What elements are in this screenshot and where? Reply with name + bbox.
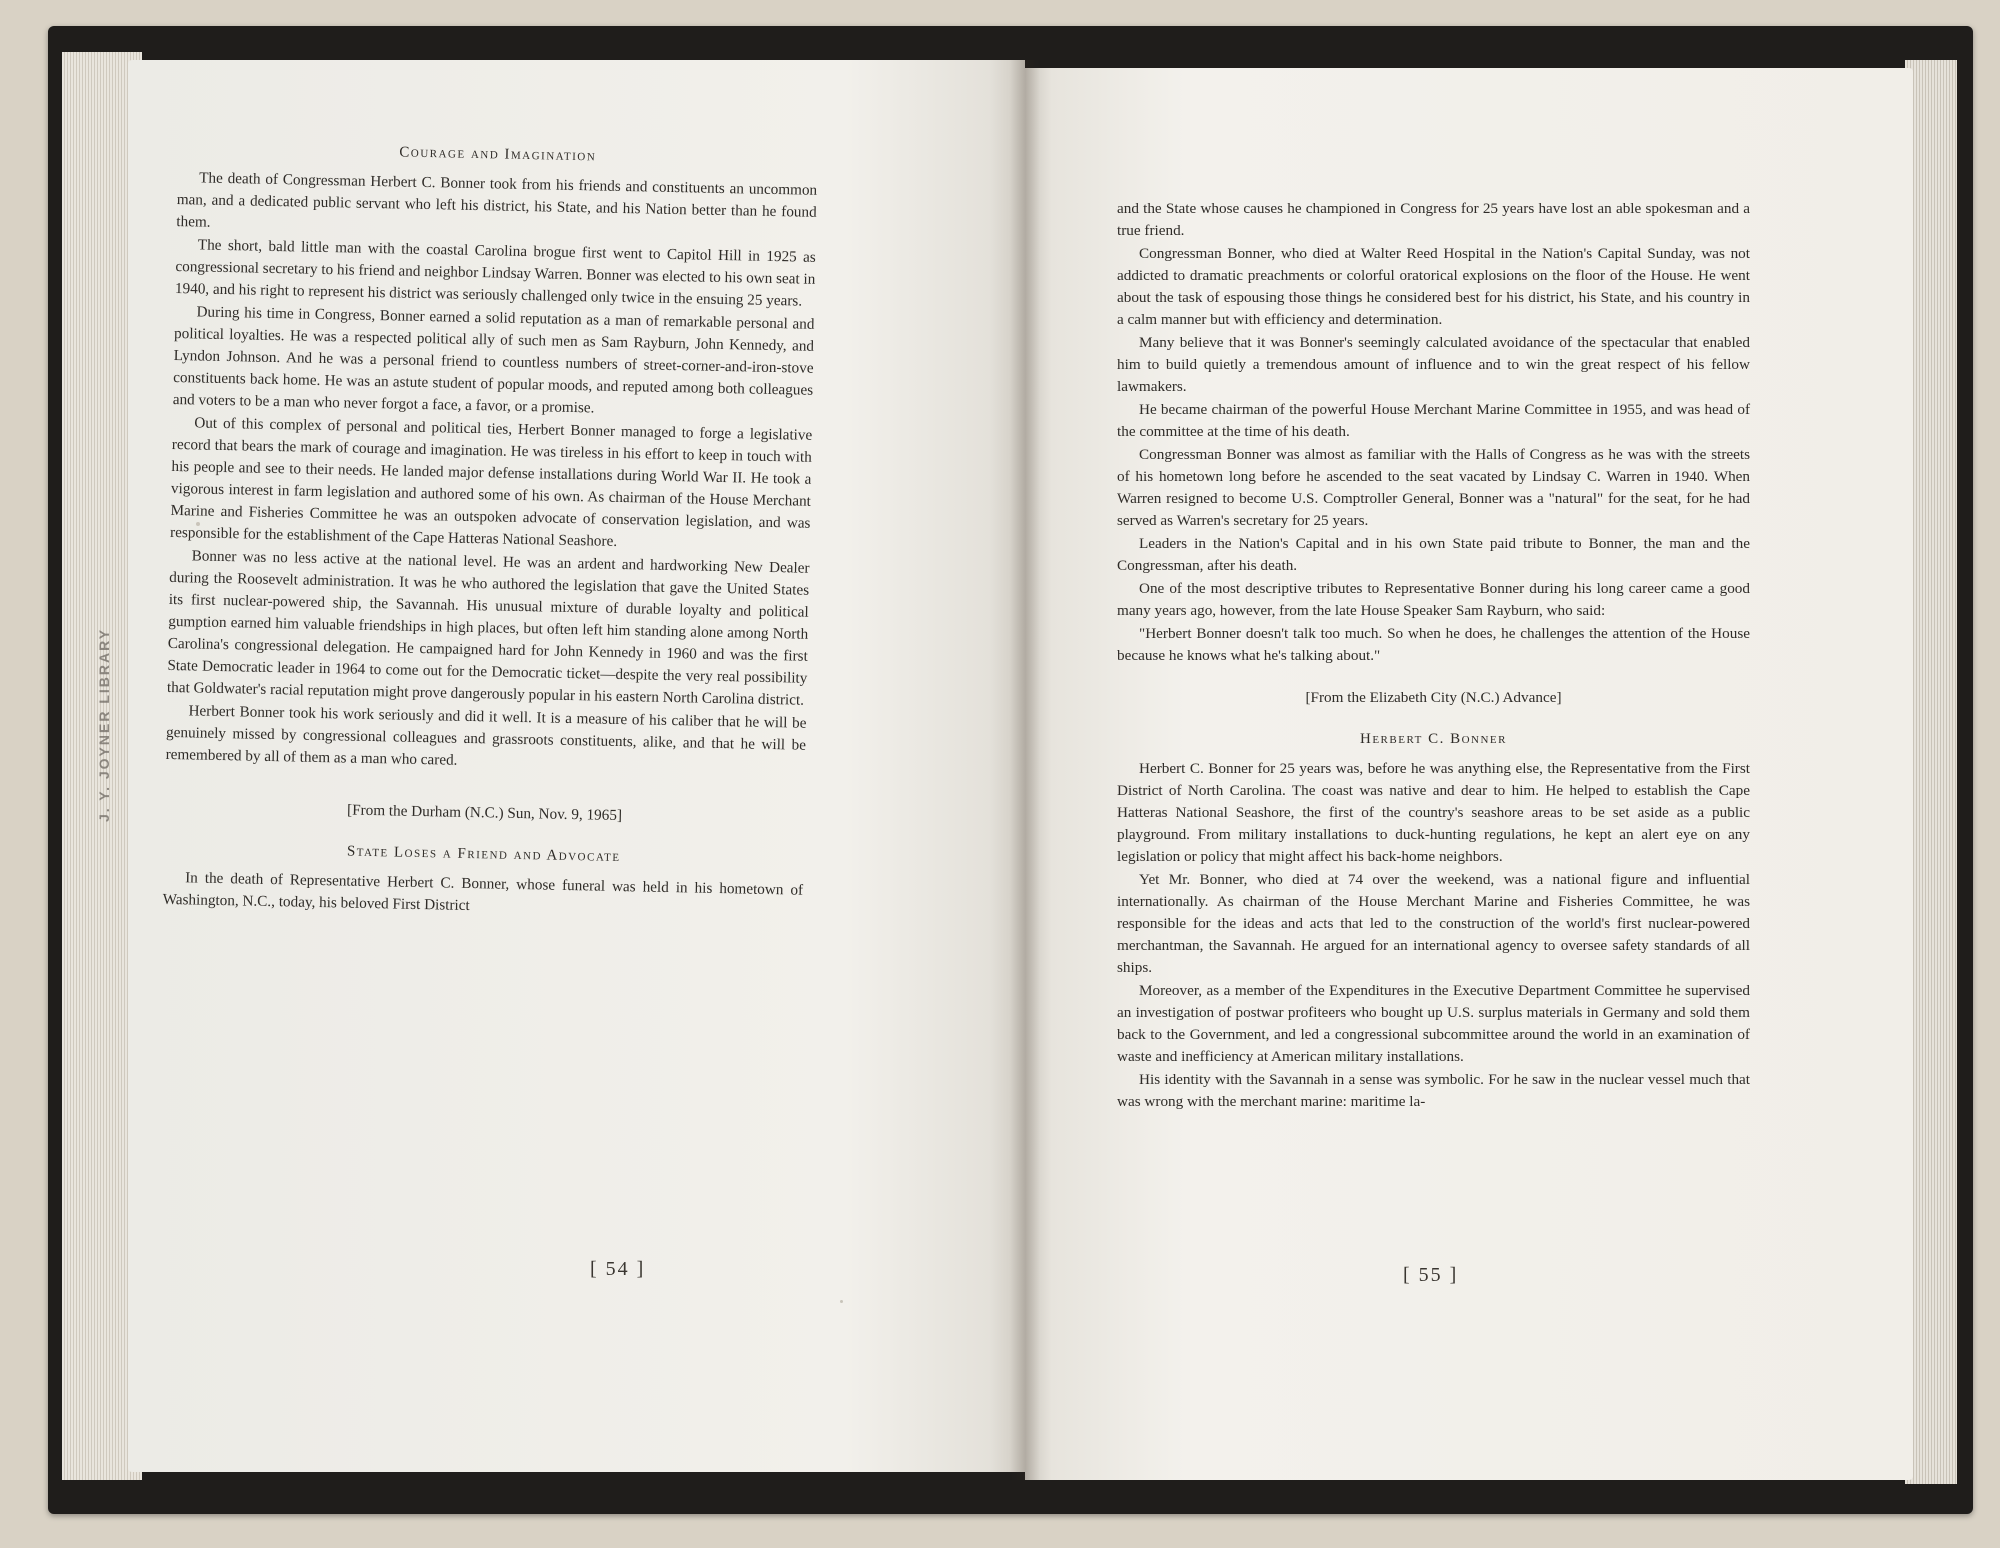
- left-page-text: [163, 140, 818, 925]
- article-heading: Courage and Imagination: [399, 144, 597, 165]
- paper-speck: [840, 1300, 843, 1303]
- paragraph: Congressman Bonner, who died at Walter Reed Hospital in the Nation's Capital Sunday, was not addicted to dramatic preachments or colorful oratorical explosions on the floor of the House. He went about the task of espousing those things he considered best for his district, his State, and his country in a calm manner but with efficiency and determination.: [1117, 245, 1750, 328]
- article-heading: State Loses a Friend and Advocate: [346, 843, 621, 866]
- page-number: [ 55 ]: [1403, 1264, 1459, 1286]
- paragraph: and the State whose causes he championed in Congress for 25 years have lost an able spokesman and a true friend.: [1117, 200, 1750, 239]
- paragraph: Yet Mr. Bonner, who died at 74 over the weekend, was a national figure and influential internationally. As chairman of the House Merchant Marine and Fisheries Committee, he was responsible for the ideas and acts that led to the construction of the world's first nuclear-powered merchantman, the Savannah. He argued for an international agency to oversee safety standards of all ships.: [1117, 871, 1750, 976]
- paragraph: Herbert C. Bonner for 25 years was, before he was anything else, the Representative from the First District of North Carolina. The coast was native and dear to him. He helped to establish the Cape Hatteras National Seashore, the first of the country's seashore areas to be set aside as a public playground. From military installations to duck-hunting regulations, he kept an alert eye on any legislation or policy that might affect his back-home neighbors.: [1117, 760, 1750, 865]
- paragraph: One of the most descriptive tributes to Representative Bonner during his long career came a good many years ago, however, from the late House Speaker Sam Rayburn, who said:: [1117, 580, 1750, 619]
- paragraph: Herbert Bonner took his work seriously and did it well. It is a measure of his caliber that he will be genuinely missed by congressional colleagues and grassroots constituents, alike, and that he will be remembered by all of them as a man who cared.: [165, 702, 807, 769]
- article-heading: Herbert C. Bonner: [1360, 731, 1507, 747]
- paragraph: In the death of Representative Herbert C. Bonner, whose funeral was held in his hometown of Washington, N.C., today, his beloved First District: [162, 869, 804, 915]
- newspaper-source: [From the Durham (N.C.) Sun, Nov. 9, 1965]: [346, 801, 623, 825]
- newspaper-source: [From the Elizabeth City (N.C.) Advance]: [1305, 689, 1562, 706]
- right-page-text: [1117, 198, 1750, 1114]
- paragraph: The death of Congressman Herbert C. Bonner took from his friends and constituents an uncommon man, and a dedicated public servant who left his district, his State, and his Nation better than he found them.: [176, 169, 818, 231]
- paragraph: His identity with the Savannah in a sense was symbolic. For he saw in the nuclear vessel much that was wrong with the merchant marine: maritime la-: [1117, 1071, 1750, 1110]
- library-stamp-text: J. Y. JOYNER LIBRARY: [96, 627, 112, 822]
- page-number: [ 54 ]: [590, 1258, 646, 1280]
- paragraph: Bonner was no less active at the national level. He was an ardent and hardworking New Dealer during the Roosevelt administration. It was he who authored the legislation that gave the United States its first nuclear-powered ship, the Savannah. His unusual mixture of durable loyalty and political gumption earned him valuable friendships in high places, but often left him standing alone among North Carolina's congressional delegation. He campaigned hard for John Kennedy in 1960 and was the first State Democratic leader in 1964 to come out for the Democratic ticket—despite the very real possibility that Goldwater's racial reputation might prove dangerously popular in his eastern North Carolina district.: [166, 547, 810, 709]
- paragraph: Many believe that it was Bonner's seemingly calculated avoidance of the spectacular that enabled him to build quietly a tremendous amount of influence and to win the great respect of his fellow lawmakers.: [1117, 334, 1750, 395]
- paragraph: Leaders in the Nation's Capital and in his own State paid tribute to Bonner, the man and the Congressman, after his death.: [1117, 535, 1750, 574]
- library-stamp: [96, 622, 120, 822]
- paragraph: Out of this complex of personal and political ties, Herbert Bonner managed to forge a legislative record that bears the mark of courage and imagination. He was tireless in his effort to keep in touch with his people and see to their needs. He landed major defense installations during World War II. He took a vigorous interest in farm legislation and authored some of his own. As chairman of the House Merchant Marine and Fisheries Committee he was an outspoken advocate of conservation legislation, and was responsible for the establishment of the Cape Hatteras National Seashore.: [169, 414, 813, 550]
- gutter: [1010, 60, 1040, 1480]
- paragraph: He became chairman of the powerful House Merchant Marine Committee in 1955, and was head of the committee at the time of his death.: [1117, 401, 1750, 440]
- paragraph: Congressman Bonner was almost as familiar with the Halls of Congress as he was with the streets of his hometown long before he ascended to the seat vacated by Lindsay C. Warren in 1940. When Warren resigned to become U.S. Comptroller General, Bonner was a "natural" for the seat, for he had served as Warren's secretary for 25 years.: [1117, 446, 1750, 529]
- paragraph: The short, bald little man with the coastal Carolina brogue first went to Capitol Hill in 1925 as congressional secretary to his friend and neighbor Lindsay Warren. Bonner was elected to his own seat in 1940, and his right to represent his district was seriously challenged only twice in the ensuing 25 years.: [174, 236, 816, 310]
- paragraph: Moreover, as a member of the Expenditures in the Executive Department Committee he supervised an investigation of postwar profiteers who bought up U.S. surplus materials in Germany and sold them back to the Government, and led a congressional subcommittee around the world in an examination of waste and inefficiency at American military installations.: [1117, 982, 1750, 1065]
- paragraph: "Herbert Bonner doesn't talk too much. So when he does, he challenges the attention of the House because he knows what he's talking about.": [1117, 625, 1750, 664]
- paragraph: During his time in Congress, Bonner earned a solid reputation as a man of remarkable personal and political loyalties. He was a respected political ally of such men as Sam Rayburn, John Kennedy, and Lyndon Johnson. And he was a personal friend to countless numbers of street-corner-and-iron-stove constituents back home. He was an astute student of popular moods, and reputed among both colleagues and voters to be a man who never forgot a face, a favor, or a promise.: [172, 303, 815, 417]
